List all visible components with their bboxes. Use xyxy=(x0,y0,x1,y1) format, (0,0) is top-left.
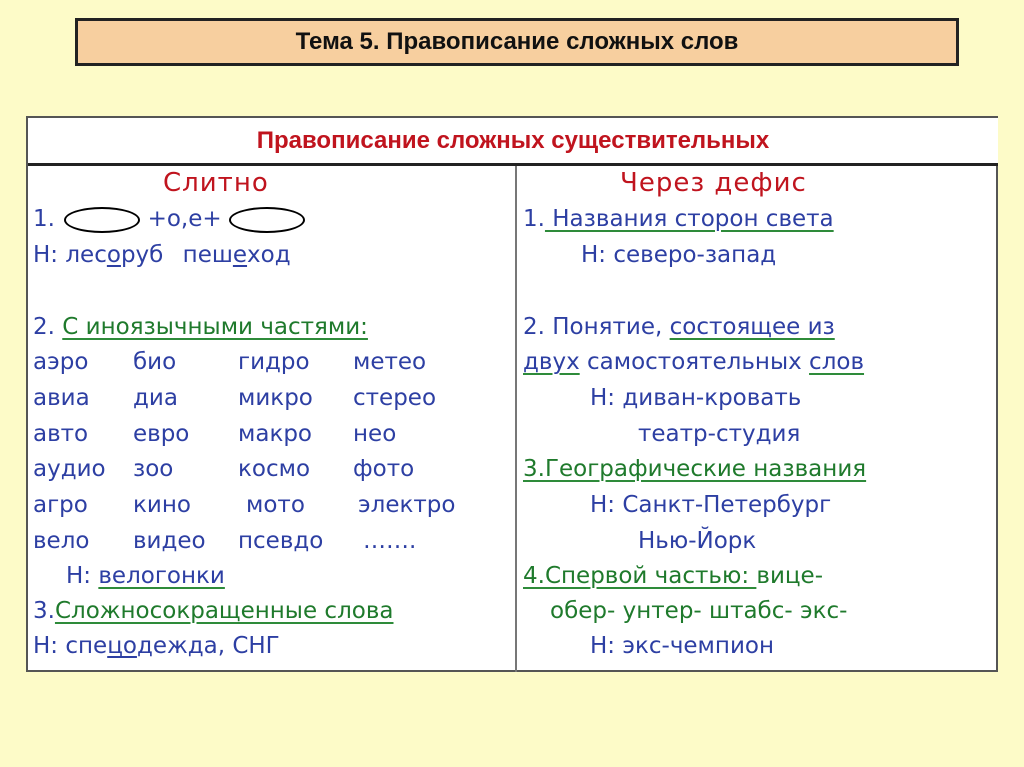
right-example-3b: Нью-Йорк xyxy=(638,528,757,554)
prefix: авто xyxy=(33,421,89,447)
left-rule-2: 2. С иноязычными частями: xyxy=(33,314,368,340)
prefix: мото xyxy=(246,492,305,518)
right-column-title: Через дефис xyxy=(620,168,807,198)
right-rule-3: 3.Географические названия xyxy=(523,456,867,482)
prefix: гидро xyxy=(238,349,310,375)
prefix: стерео xyxy=(353,385,437,411)
left-column-title: Слитно xyxy=(163,168,269,198)
prefix: евро xyxy=(133,421,190,447)
prefix: зоо xyxy=(133,456,174,482)
prefix: аэро xyxy=(33,349,89,375)
right-example-3a: Н: Санкт-Петербург xyxy=(590,492,832,518)
right-example-1: Н: северо-запад xyxy=(581,242,777,268)
prefix: космо xyxy=(238,456,311,482)
right-rule-1: 1. Названия сторон света xyxy=(523,206,834,232)
topic-title: Тема 5. Правописание сложных слов xyxy=(75,18,959,66)
right-rule-2-cont: двух самостоятельных слов xyxy=(523,349,865,375)
left-example-2: Н: велогонки xyxy=(66,563,225,589)
prefix: диа xyxy=(133,385,178,411)
rules-table xyxy=(26,116,998,672)
right-example-4: Н: экс-чемпион xyxy=(590,633,774,659)
column-divider xyxy=(515,166,517,672)
prefix: ……. xyxy=(363,528,417,554)
table-title: Правописание сложных существительных xyxy=(28,118,998,166)
prefix: авиа xyxy=(33,385,90,411)
prefix: вело xyxy=(33,528,90,554)
left-rule-3: 3.Сложносокращенные слова xyxy=(33,598,394,624)
left-rule-1: 1. +о,е+ xyxy=(33,206,305,233)
right-rule-2: 2. Понятие, состоящее из xyxy=(523,314,835,340)
prefix: аудио xyxy=(33,456,106,482)
prefix: электро xyxy=(358,492,456,518)
right-rule-4: 4.Спервой частью: вице- xyxy=(523,563,823,589)
root-oval-icon xyxy=(229,207,305,233)
left-example-3: Н: спецодежда, СНГ xyxy=(33,633,280,659)
right-rule-4-prefixes: обер- унтер- штабс- экс- xyxy=(550,598,848,624)
prefix: кино xyxy=(133,492,191,518)
prefix: псевдо xyxy=(238,528,324,554)
right-example-2b: театр-студия xyxy=(638,421,801,447)
prefix: нео xyxy=(353,421,397,447)
root-oval-icon xyxy=(64,207,140,233)
prefix: метео xyxy=(353,349,427,375)
prefix: микро xyxy=(238,385,313,411)
prefix: видео xyxy=(133,528,206,554)
right-example-2a: Н: диван-кровать xyxy=(590,385,802,411)
prefix: агро xyxy=(33,492,88,518)
prefix: био xyxy=(133,349,177,375)
left-example-1: Н: лесоруб пешеход xyxy=(33,242,291,268)
prefix: макро xyxy=(238,421,313,447)
prefix: фото xyxy=(353,456,415,482)
